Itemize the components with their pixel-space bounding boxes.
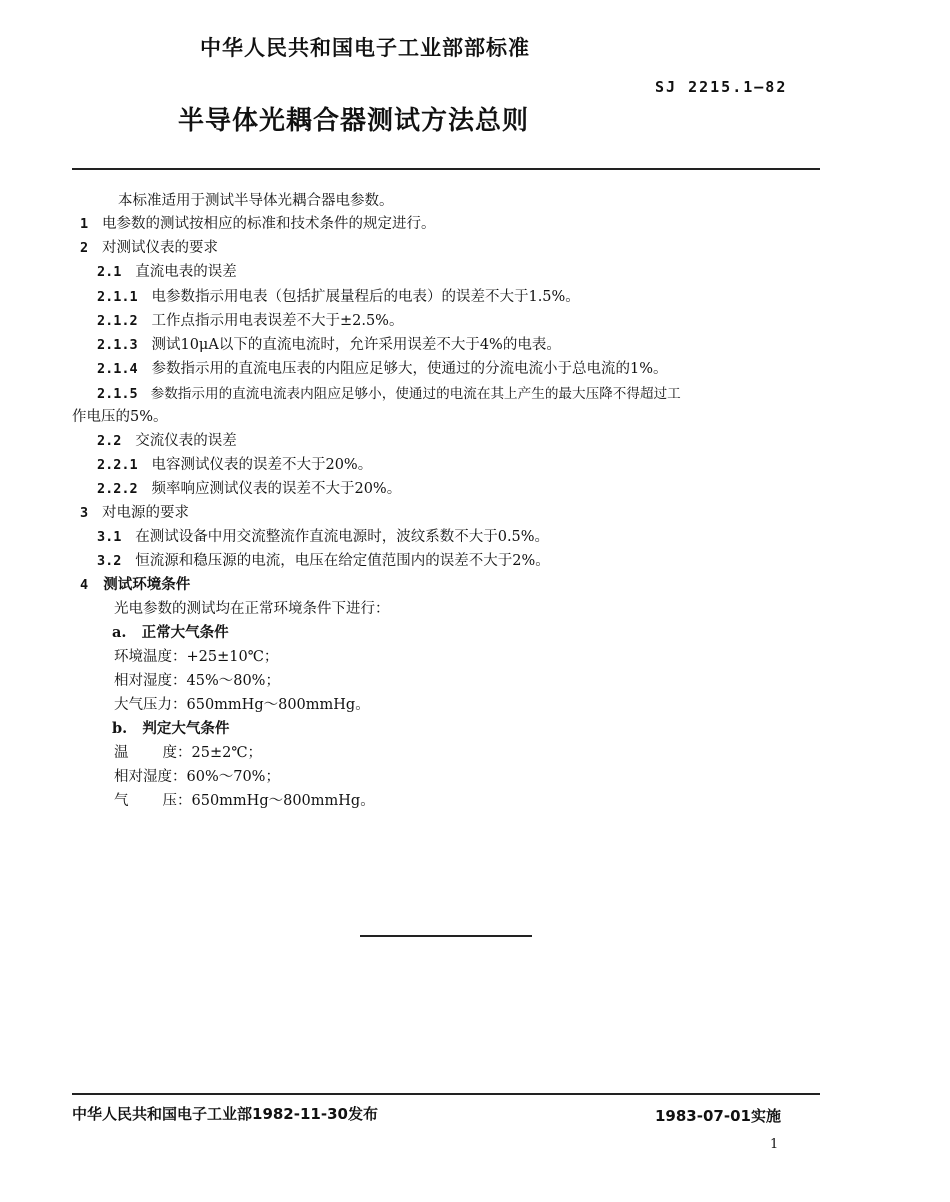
section-number: 4	[80, 577, 89, 593]
section-number: 1	[80, 216, 89, 232]
section-number: 2.1.3	[97, 337, 138, 353]
section-3	[80, 502, 189, 524]
section-text: 对电源的要求	[101, 505, 189, 521]
section-text: 频率响应测试仪表的误差不大于20%。	[151, 481, 402, 497]
header-rule	[72, 168, 820, 170]
section-2-2	[97, 430, 237, 452]
section-2-1	[97, 261, 237, 283]
section-2-1-2	[97, 310, 403, 332]
temperature-label: 温	[114, 745, 129, 761]
end-of-text-rule	[360, 935, 532, 937]
section-number: 3.1	[97, 529, 122, 545]
issuing-standard-heading: 中华人民共和国电子工业部部标准	[200, 36, 530, 60]
section-4	[80, 574, 190, 596]
condition-b-heading	[112, 718, 229, 740]
section-4-intro: 光电参数的测试均在正常环境条件下进行：	[114, 601, 390, 617]
section-number: 2	[80, 240, 89, 256]
section-text: 交流仪表的误差	[135, 433, 237, 449]
section-number: 2.2.2	[97, 481, 138, 497]
section-number: 2.1.2	[97, 313, 138, 329]
section-3-2	[97, 550, 550, 572]
condition-text: 判定大气条件	[142, 720, 230, 737]
section-text: 参数指示用的直流电压表的内阻应足够大，使通过的分流电流小于总电流的1%。	[151, 361, 668, 377]
section-number: 2.1.5	[97, 386, 138, 402]
effective-date: 1983-07-01实施	[655, 1107, 781, 1125]
section-number: 3	[80, 505, 89, 521]
condition-a-heading	[112, 622, 229, 644]
section-text: 电参数的测试按相应的标准和技术条件的规定进行。	[101, 216, 436, 232]
issue-date: 中华人民共和国电子工业部1982-11-30发布	[72, 1105, 378, 1123]
condition-label: b.	[112, 720, 128, 737]
section-text: 电参数指示用电表（包括扩展量程后的电表）的误差不大于1.5%。	[151, 289, 580, 305]
condition-a-humidity: 相对湿度：45%～80%；	[114, 673, 280, 689]
section-2-2-2	[97, 478, 401, 500]
section-text: 在测试设备中用交流整流作直流电源时，波纹系数不大于0.5%。	[135, 529, 550, 545]
section-2-2-1	[97, 454, 372, 476]
footer-rule	[72, 1093, 820, 1095]
document-title: 半导体光耦合器测试方法总则	[178, 106, 530, 136]
section-text: 对测试仪表的要求	[101, 240, 218, 256]
section-text: 参数指示用的直流电流表内阻应足够小，使通过的电流在其上产生的最大压降不得超过工	[150, 386, 681, 402]
section-2-1-1	[97, 286, 580, 308]
section-2-1-4	[97, 358, 667, 380]
condition-b-humidity: 相对湿度：60%～70%；	[114, 769, 280, 785]
section-number: 2.1.4	[97, 361, 138, 377]
section-number: 2.2.1	[97, 457, 138, 473]
pressure-label: 气	[114, 793, 129, 809]
page-number: 1	[770, 1137, 779, 1152]
section-text: 电容测试仪表的误差不大于20%。	[151, 457, 373, 473]
section-1	[80, 213, 435, 235]
section-text: 测试环境条件	[103, 576, 191, 593]
section-number: 2.2	[97, 433, 122, 449]
section-number: 2.1	[97, 264, 122, 280]
temperature-value: 度：25±2℃；	[162, 745, 263, 761]
section-2-1-5-continuation: 作电压的5%。	[72, 409, 168, 425]
section-number: 2.1.1	[97, 289, 138, 305]
condition-a-pressure: 大气压力：650mmHg～800mmHg。	[114, 697, 370, 713]
condition-b-pressure	[114, 790, 375, 812]
section-3-1	[97, 526, 549, 548]
condition-a-temperature: 环境温度：+25±10℃；	[114, 649, 279, 665]
condition-label: a.	[112, 624, 127, 641]
section-2	[80, 237, 218, 259]
pressure-value: 压：650mmHg～800mmHg。	[162, 793, 375, 809]
standard-code: SJ 2215.1—82	[655, 78, 788, 96]
section-text: 测试10μA以下的直流电流时，允许采用误差不大于4%的电表。	[151, 337, 561, 353]
condition-b-temperature	[114, 742, 262, 764]
section-text: 工作点指示用电表误差不大于±2.5%。	[151, 313, 404, 329]
intro-paragraph: 本标准适用于测试半导体光耦合器电参数。	[118, 193, 394, 209]
section-number: 3.2	[97, 553, 122, 569]
section-2-1-5	[97, 383, 681, 405]
condition-text: 正常大气条件	[141, 624, 229, 641]
section-2-1-3	[97, 334, 561, 356]
section-text: 恒流源和稳压源的电流，电压在给定值范围内的误差不大于2%。	[135, 553, 550, 569]
section-text: 直流电表的误差	[135, 264, 237, 280]
